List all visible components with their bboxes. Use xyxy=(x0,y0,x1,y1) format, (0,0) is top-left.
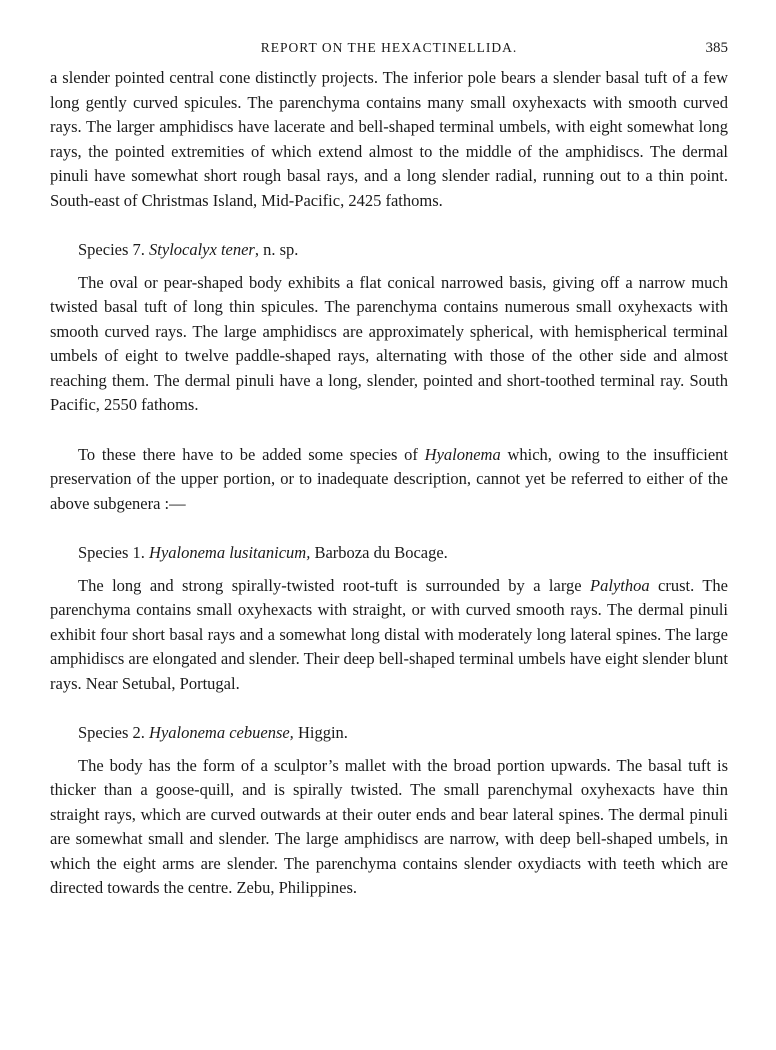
species-1-suffix: Barboza du Bocage. xyxy=(310,543,448,562)
species-2-description: The body has the form of a sculptor’s mallet with the broad portion upwards. The basal tuft is thicker than a goose-quill, and is spirally twisted. The small parenchymal oxyhexacts have thin straight rays, which are curved outwards at their outer ends and bear lateral spines. The dermal pinuli are somewhat small and slender. The large amphidiscs are narrow, with deep bell-shaped umbels, in which the eight arms are slender. The parenchyma contains slender oxydiacts with teeth which are directed towards the centre. Zebu, Philippines. xyxy=(50,755,728,897)
intro-before: To these there have to be added some species of xyxy=(78,444,425,464)
heading-spacer xyxy=(50,263,728,271)
species-7-prefix: Species 7. xyxy=(78,240,150,259)
species-2-suffix: Higgin. xyxy=(293,723,348,742)
species-7-description: The oval or pear-shaped body exhibits a flat conical narrowed basis, giving off a narrow much twisted basal tuft of long thin spicules. The parenchyma contains numerous small oxyhexacts with smooth curved rays. The large amphidiscs are approximately spherical, with hemispherical terminal umbels of eight to twelve paddle-shaped rays, alternating with those of the other side and almost reaching them. The dermal pinuli have a long, slender, pointed and short-toothed terminal ray. South Pacific, 2550 fathoms. xyxy=(50,272,728,414)
continuation-paragraph: a slender pointed central cone distinctly projects. The inferior pole bears a slender basal tuft of a few long gently curved spicules. The parenchyma contains many small oxyhexacts with smooth curved rays. The larger amphidiscs have lacerate and bell-shaped terminal umbels, with eight somewhat long rays, the pointed extremities of which extend almost to the middle of the amphidiscs. The dermal pinuli have somewhat short rough basal rays, and a long slender radial, running out to a thin point. South-east of Christmas Island, Mid-Pacific, 2425 fathoms. xyxy=(50,68,728,210)
species-1-description xyxy=(50,574,728,697)
species-1-heading xyxy=(78,541,728,566)
species-7-suffix: , n. sp. xyxy=(254,240,299,259)
section-spacer xyxy=(50,213,728,238)
section-spacer xyxy=(50,516,728,541)
page-number: 385 xyxy=(705,40,728,56)
section-spacer xyxy=(50,418,728,443)
intro-after: which, owing to the insufficient preservation of the upper portion, or to inadequate description, cannot yet be referred to either of the above subgenera :— xyxy=(50,444,728,513)
intro-genus: Hyalonema xyxy=(424,444,501,464)
heading-spacer xyxy=(50,746,728,754)
running-title: REPORT ON THE HEXACTINELLIDA. xyxy=(260,40,518,55)
species-1-name: Hyalonema lusitanicum, xyxy=(149,543,311,562)
species-2-prefix: Species 2. xyxy=(78,723,150,742)
heading-spacer xyxy=(50,566,728,574)
species-2-name: Hyalonema cebuense, xyxy=(149,723,294,742)
species-1-prefix: Species 1. xyxy=(78,543,150,562)
species-1-body-after: crust. The parenchyma contains small oxyhexacts with straight, or with curved smooth rays. The dermal pinuli exhibit four short basal rays and a somewhat long distal with moderately long lateral spines. The large amphidiscs are elongated and slender. Their deep bell-shaped terminal umbels have eight slender blunt rays. Near Setubal, Portugal. xyxy=(50,575,728,693)
species-1-body-before: The long and strong spirally-twisted root-tuft is surrounded by a large xyxy=(78,575,591,595)
page xyxy=(50,40,728,901)
species-1-body-genus: Palythoa xyxy=(590,575,650,595)
species-2-heading xyxy=(78,721,728,746)
intro-paragraph xyxy=(50,443,728,517)
running-header xyxy=(50,40,728,66)
species-7-name: Stylocalyx tener xyxy=(149,240,255,259)
species-7-heading xyxy=(78,238,728,263)
section-spacer xyxy=(50,696,728,721)
